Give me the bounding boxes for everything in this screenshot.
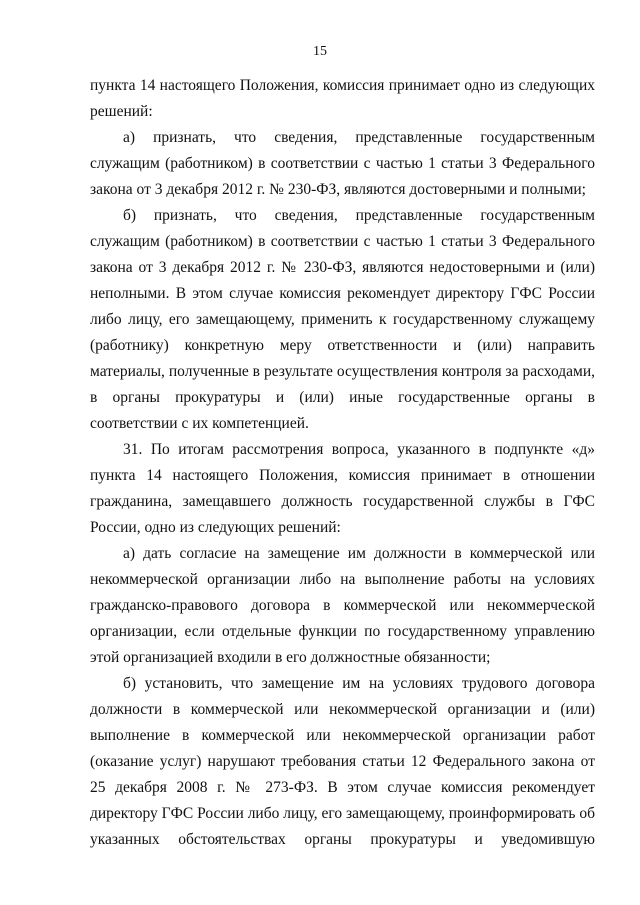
paragraph-31-option-a: а) дать согласие на замещение им должности в коммерческой или некоммерческой организации либо на выполнение работы на условиях гражданско-правового договора в коммерческой или некоммерческой организации, если отдельные функции по государственному управлению этой организацией входили в его должностные обязанности; [90,545,595,666]
paragraph-31-option-b: б) установить, что замещение им на условиях трудового договора должности в коммерческой или некоммерческой организации и (или) выполнение в коммерческой или некоммерческой организации работ (оказание услуг) нарушают требования статьи 12 Федерального закона от 25 декабря 2008 г. № 273-ФЗ. В этом случае комиссия рекомендует директору ГФС России либо лицу, его замещающему, проинформировать об указанных обстоятельствах органы прокуратуры и уведомившую [90,675,595,848]
paragraph-option-a-reliable: а) признать, что сведения, представленные государственным служащим (работником) в соответствии с частью 1 статьи 3 Федерального закона от 3 декабря 2012 г. № 230-ФЗ, являются достоверными и полными; [90,129,595,198]
paragraph-31: 31. По итогам рассмотрения вопроса, указанного в подпункте «д» пункта 14 настоящего Положения, комиссия принимает в отношении гражданина, замещавшего должность государственной службы в ГФС России, одно из следующих решений: [90,441,595,536]
document-body [90,73,595,853]
paragraph-option-b-unreliable: б) признать, что сведения, представленные государственным служащим (работником) в соответствии с частью 1 статьи 3 Федерального закона от 3 декабря 2012 г. № 230-ФЗ, являются недостоверными и (или) неполными. В этом случае комиссия рекомендует директору ГФС России либо лицу, его замещающему, применить к государственному служащему (работнику) конкретную меру ответственности и (или) направить материалы, полученные в результате осуществления контроля за расходами, в органы прокуратуры и (или) иные государственные органы в соответствии с их компетенцией. [90,207,595,432]
page-number: 15 [313,44,327,59]
paragraph-intro: пункта 14 настоящего Положения, комиссия принимает одно из следующих решений: [90,77,595,120]
